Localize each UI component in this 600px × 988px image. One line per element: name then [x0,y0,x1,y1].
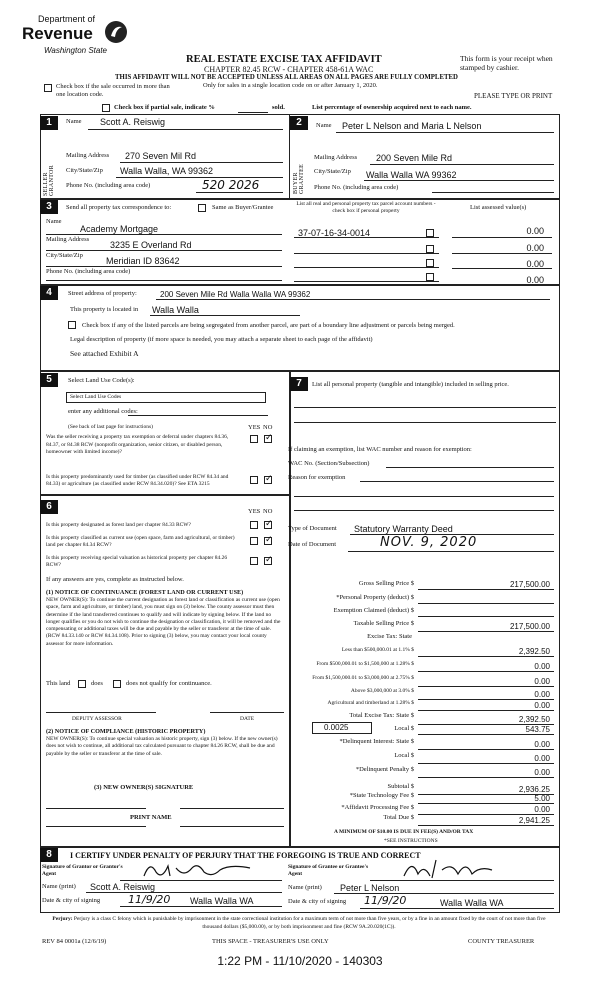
land-use-select-text: Select Land Use Codes [70,394,122,400]
buyer-city-label: City/State/Zip [314,168,351,175]
multi-location-label: Check box if the sale occurred in more than one location code. [56,83,170,98]
does-not-label: does not qualify for continuance. [126,680,212,687]
form-warning: THIS AFFIDAVIT WILL NOT BE ACCEPTED UNLESS ALL AREAS ON ALL PAGES ARE FULLY COMPLETED [115,74,458,81]
personal-property-checkbox[interactable] [426,273,434,281]
grantor-city[interactable]: Walla Walla WA [190,896,254,906]
wac-label: WAC No. (Section/Subsection) [288,460,370,467]
s6-question-1: Is this property designated as forest land per chapter 84.33 RCW? [46,522,191,528]
new-owner-signature-line-2[interactable] [180,808,284,809]
tax-value[interactable]: 2,392.50 [518,647,550,656]
corr-mailing-label: Mailing Address [46,236,90,243]
buyer-phone-label: Phone No. (including area code) [314,184,399,191]
wac-input[interactable] [386,467,554,468]
if-yes-note: If any answers are yes, complete as instructed below. [46,576,184,583]
grantee-date-label: Date & city of signing [288,898,347,905]
tax-label: *Delinquent Interest: State $ [339,738,414,745]
buyer-city[interactable]: Walla Walla WA 99362 [366,170,457,180]
legal-label: Legal description of property (if more space is needed, you may attach a separate sheet to each page of the affidavit) [70,336,373,343]
s6-q1-yes[interactable] [250,521,258,529]
parcel-number[interactable]: 37-07-16-34-0014 [298,228,371,238]
new-owner-signature-line-1[interactable] [46,808,146,809]
notice-1-body: NEW OWNER(S): To continue the current designation as forest land or classification as current use (open space, farm and agriculture, or timber) land, you must sign on (3) below. The county assessor must then determine if the land transferred continues to qualify and will indicate by signing below. If the land no longer qualifies or you do not wish to continue the designation or classification, it will be removed and the compensating or additional taxes will be due and payable by the seller or transferor at the time of sale. (RCW 84.33.140 or RCW 84.34.108). Prior to signing (3) below, you may contact your local county assessor for more information. [46,597,281,647]
tax-value[interactable]: 0.00 [534,754,550,763]
treasurer-stamp: 1:22 PM - 11/10/2020 - 140303 [217,954,383,968]
seller-city-label: City/State/Zip [66,167,103,174]
s6-question-2: Is this property classified as current use (open space, farm and agricultural, or timber) land per chapter 84.34 RCW? [46,535,235,548]
tax-label: From $1,500,000.01 to $3,000,000 at 2.75% $ [312,675,414,681]
tax-label: Total Excise Tax: State $ [349,712,414,719]
tax-label: From $500,000.01 to $1,500,000 at 1.28% $ [316,661,414,667]
tax-label: Local $ [394,725,414,732]
tax-value[interactable]: 543.75 [525,725,550,734]
grantor-signature-label: Signature of Grantor or Grantor's Agent [42,864,123,877]
section-8-number: 8 [40,848,58,862]
grantor-date-label: Date & city of signing [42,897,101,904]
tax-value[interactable]: 2,392.50 [518,715,550,724]
personal-property-checkbox[interactable] [426,229,434,237]
tax-value[interactable]: 5.00 [534,794,550,803]
s5-yes-header: YES [248,424,261,431]
s6-question-3: Is this property receiving special valuation as historical property per chapter 84.26 RCW? [46,555,228,568]
notice-2-title: (2) NOTICE OF COMPLIANCE (HISTORIC PROPERTY) [46,728,206,735]
tax-label: *Personal Property (deduct) $ [336,594,414,601]
personal-property-checkbox[interactable] [426,259,434,267]
please-type-label: PLEASE TYPE OR PRINT [474,92,553,100]
assessed-value[interactable]: 0.00 [526,259,544,269]
s5-no-header: NO [263,424,273,431]
corr-city-label: City/State/Zip [46,252,83,259]
street-label: Street address of property: [68,290,137,297]
does-not-checkbox[interactable] [113,680,121,688]
tax-value[interactable]: 217,500.00 [509,622,550,631]
print-name-label: PRINT NAME [130,814,172,821]
exemption-label: If claiming an exemption, list WAC number and reason for exemption: [288,446,472,453]
agency-line2: Revenue [22,24,93,43]
s6-yes-header: YES [248,508,261,515]
assessed-header: List assessed value(s) [470,204,527,211]
seller-mailing[interactable]: 270 Seven Mil Rd [125,151,197,161]
assessed-value[interactable]: 0.00 [526,243,544,253]
tax-label: Excise Tax: State [367,633,412,640]
does-checkbox[interactable] [78,680,86,688]
corr-name[interactable]: Academy Mortgage [80,224,159,234]
partial-sale-label: Check box if partial sale, indicate % [114,104,215,111]
seller-city[interactable]: Walla Walla, WA 99362 [120,166,214,176]
assessed-value[interactable]: 0.00 [526,275,544,285]
grantee-city[interactable]: Walla Walla WA [440,898,504,908]
grantee-signature-label: Signature of Grantee or Grantee's Agent [288,864,369,877]
print-name-line-2[interactable] [180,826,284,827]
s6-q3-no[interactable] [264,557,272,565]
s5-q2-no[interactable] [264,476,272,484]
dor-logo-mark-icon [104,20,128,44]
tax-label: Less than $500,000.01 at 1.1% $ [341,647,414,653]
s6-no-header: NO [263,508,273,515]
doc-date[interactable]: NOV. 9, 2020 [380,535,478,550]
seller-name-label: Name [66,118,82,125]
seller-phone-label: Phone No. (including area code) [66,182,151,189]
tax-value[interactable]: 0.00 [534,768,550,777]
grantor-name-label: Name (print) [42,883,76,890]
legal-description[interactable]: See attached Exhibit A [70,349,139,358]
form-title: REAL ESTATE EXCISE TAX AFFIDAVIT [186,54,382,65]
s6-q2-yes[interactable] [250,537,258,545]
buyer-mailing[interactable]: 200 Seven Mile Rd [376,153,453,163]
seller-name[interactable]: Scott A. Reiswig [100,117,166,127]
tax-value[interactable]: 0.00 [534,677,550,686]
doc-date-label: Date of Document [288,541,337,548]
grantee-signature[interactable] [400,856,510,882]
new-owner-signature-label: (3) NEW OWNER(S) SIGNATURE [94,784,194,791]
perjury-notice [42,916,556,931]
send-to-label: Send all property tax correspondence to: [66,204,172,211]
reason-label: Reason for exemption [288,474,346,481]
s6-q2-no[interactable] [264,537,272,545]
local-rate: 0.0025 [324,723,349,732]
buyer-name[interactable]: Peter L Nelson and Maria L Nelson [342,121,482,131]
assessor-date-label: DATE [240,716,255,722]
partial-percent-line[interactable] [238,112,268,113]
section-6-number: 6 [40,500,58,514]
deputy-assessor-label: DEPUTY ASSESSOR [72,716,122,722]
corr-phone-label: Phone No. (including area code) [46,268,131,275]
section-2-number: 2 [290,116,308,130]
multi-location-checkbox[interactable] [44,84,52,92]
s5-q1-no[interactable] [264,435,272,443]
grantor-signature[interactable] [140,858,280,882]
doc-type-label: Type of Document [288,525,337,532]
grantee-date[interactable]: 11/9/20 [364,894,407,907]
buyer-mailing-label: Mailing Address [314,154,358,161]
perjury-text: Perjury is a class C felony which is punishable by imprisonment in the state correctional institution for a maximum term of not more than five years, or by a fine in an amount fixed by the court of not more than five thousand dollars ($5,000.00), or by both imprisonment and fine (RCW 9A.20.020(1C)). [73,916,546,930]
segregated-checkbox[interactable] [68,321,76,329]
grantee-name[interactable]: Peter L Nelson [340,883,400,893]
personal-property-label: List all personal property (tangible and intangible) included in selling price. [312,381,509,388]
land-use-label: Select Land Use Code(s): [68,377,135,384]
form-number: REV 84 0001a (12/6/19) [42,938,107,945]
agency-line1: Department of [38,14,96,24]
s5-q1-yes[interactable] [250,435,258,443]
section-3-number: 3 [40,200,58,214]
segregated-label: Check box if any of the listed parcels are being segregated from another parcel, are part of a boundary line adjustment or parcels being merged. [82,322,455,329]
partial-sale-checkbox[interactable] [102,104,110,112]
buyer-name-label: Name [316,122,332,129]
tax-label: *Affidavit Processing Fee $ [341,804,414,811]
notice-1-title: (1) NOTICE OF CONTINUANCE (FOREST LAND OR CURRENT USE) [46,589,244,596]
tax-label: Exemption Claimed (deduct) $ [333,607,414,614]
tax-label: Subtotal $ [387,783,414,790]
section-4-number: 4 [40,286,58,300]
notice-2-body: NEW OWNER(S): To continue special valuation as historic property, sign (3) below. If the new owner(s) does not wish to continue, all additional tax calculated pursuant to chapter 84.26 RCW, shall be due and payable by the seller or transferor at the time of sale. [46,736,278,757]
tax-value[interactable]: 0.00 [534,662,550,671]
additional-codes-label: enter any additional codes: [68,408,138,415]
seller-mailing-label: Mailing Address [66,152,110,159]
tax-label: *Delinquent Penalty $ [355,766,414,773]
county-treasurer-label: COUNTY TREASURER [468,938,535,945]
buyer-side-label: BUYER GRANTEE [293,163,305,194]
form-chapter: CHAPTER 82.45 RCW - CHAPTER 458-61A WAC [204,65,374,74]
located-in[interactable]: Walla Walla [152,305,199,315]
tax-value[interactable]: 0.00 [534,701,550,710]
s6-q1-no[interactable] [264,521,272,529]
sold-label: sold. [272,104,285,111]
grantor-date[interactable]: 11/9/20 [128,893,171,906]
same-as-buyer-label: Same as Buyer/Grantee [212,204,274,211]
tax-value[interactable]: 2,936.25 [518,785,550,794]
parcel-header: List all real and personal property tax parcel account numbers - check box if personal property [296,201,436,214]
tax-value[interactable]: 0.00 [534,690,550,699]
tax-label: *State Technology Fee $ [349,792,414,799]
perjury-title: Perjury: [52,916,73,922]
section-1-number: 1 [40,116,58,130]
corr-mailing[interactable]: 3235 E Overland Rd [110,240,192,250]
personal-property-checkbox[interactable] [426,245,434,253]
tax-label: Local $ [394,752,414,759]
agency-line3: Washington State [44,46,108,55]
assessed-value[interactable]: 0.00 [526,226,544,236]
corr-city[interactable]: Meridian ID 83642 [106,256,180,266]
section-5-number: 5 [40,373,58,387]
see-back-note: (See back of last page for instructions) [68,424,153,430]
grantor-name[interactable]: Scott A. Reiswig [90,882,156,892]
section-7-number: 7 [290,377,308,391]
located-label: This property is located in [70,306,139,313]
seller-side-label: SELLER GRANTOR [43,165,55,196]
tax-value[interactable]: 0.00 [534,805,550,814]
grantee-name-label: Name (print) [288,884,322,891]
tax-label: Taxable Selling Price $ [353,620,414,627]
seller-phone[interactable]: 520 2026 [202,178,260,192]
certify-statement: I CERTIFY UNDER PENALTY OF PERJURY THAT THE FOREGOING IS TRUE AND CORRECT [70,851,421,860]
only-for-sales-note: Only for sales in a single location code on or after January 1, 2020. [203,82,378,89]
s5-question-1: Was the seller receiving a property tax exemption or deferral under chapters 84.36, 84.37, or 84.38 RCW (nonprofit organization, senior citizen, or disabled person, homeowner with limited income)? [46,434,229,455]
tax-label: Gross Selling Price $ [358,580,414,587]
minimum-due-note: A MINIMUM OF $10.00 IS DUE IN FEE(S) AND/OR TAX [334,829,474,835]
s5-question-2: Is this property predominantly used for timber (as classified under RCW 84.34 and 84.33) or agriculture (as classified under RCW 84.34.020)? See ETA 3215 [46,474,229,487]
list-percentage-note: List percentage of ownership acquired next to each name. [312,104,472,111]
tax-value[interactable]: 217,500.00 [509,580,550,589]
this-land-label: This land [46,680,71,687]
tax-value[interactable]: 2,941.25 [518,816,550,825]
same-as-buyer-checkbox[interactable] [198,204,206,212]
reason-input[interactable] [360,481,554,482]
doc-type[interactable]: Statutory Warranty Deed [354,524,453,534]
property-street[interactable]: 200 Seven Mile Rd Walla Walla WA 99362 [160,290,311,299]
treasurer-space-label: THIS SPACE - TREASURER'S USE ONLY [212,938,329,945]
s6-q3-yes[interactable] [250,557,258,565]
dor-logo [22,14,132,62]
receipt-note: This form is your receipt when stamped by cashier. [460,54,553,72]
s5-q2-yes[interactable] [250,476,258,484]
tax-label: Agricultural and timberland at 1.28% $ [327,700,414,706]
print-name-line-1[interactable] [46,826,146,827]
corr-name-label: Name [46,218,62,225]
does-label: does [91,680,103,687]
tax-label: Total Due $ [383,814,414,821]
see-instructions-note: *SEE INSTRUCTIONS [384,838,438,844]
tax-value[interactable]: 0.00 [534,740,550,749]
tax-label: Above $3,000,000 at 3.0% $ [350,688,414,694]
